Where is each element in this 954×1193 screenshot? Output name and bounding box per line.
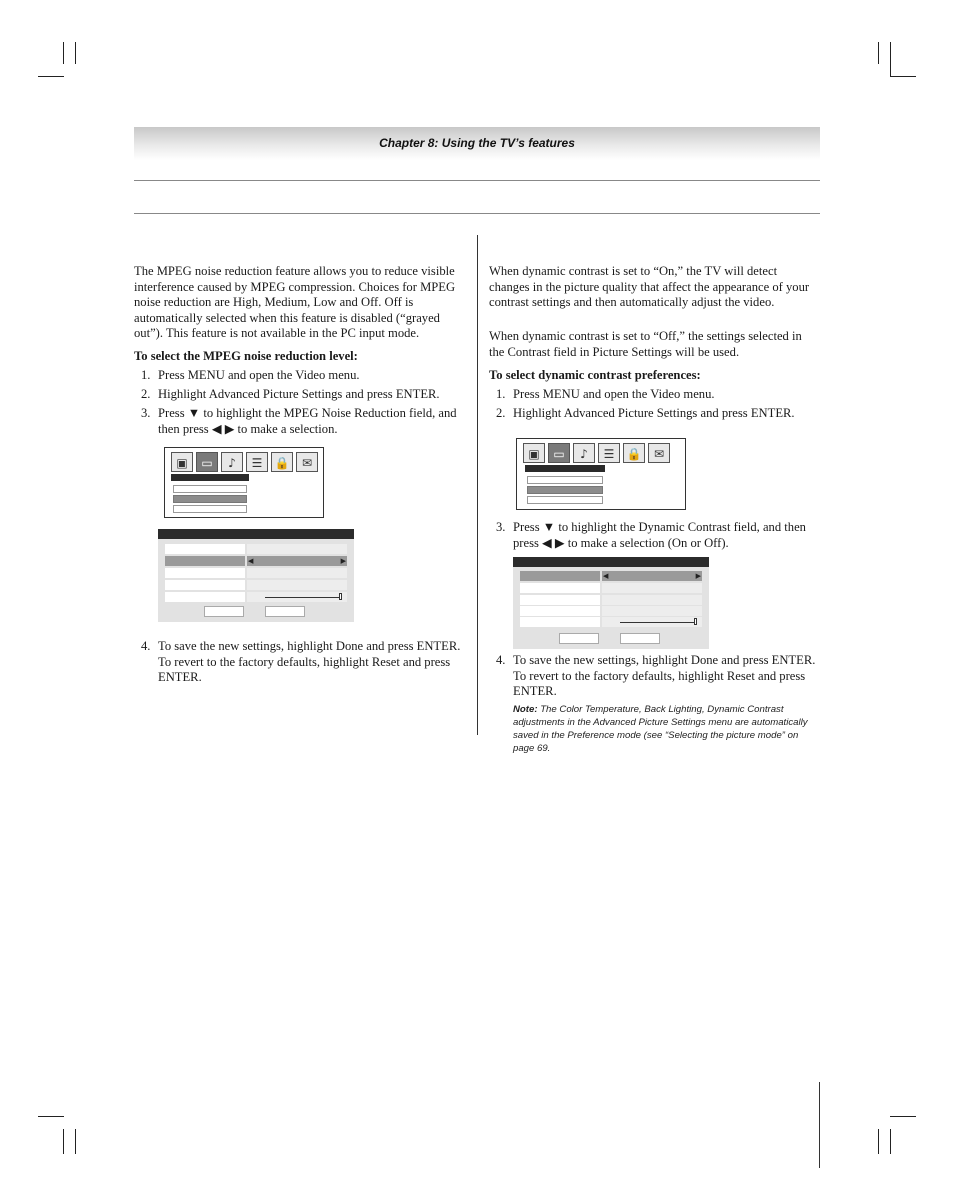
dynamic-contrast-procedure-heading: To select dynamic contrast preferences: [489, 368, 701, 382]
note-text: The Color Temperature, Back Lighting, Dynamic Contrast adjustments in the Advanced Picture Settings menu are automatically saved in the Preference mode (see “Selecting the picture mode” on page 69. [513, 704, 808, 754]
crop-mark [38, 76, 64, 77]
slider-track [265, 597, 341, 598]
setting-row-back-lighting [165, 592, 347, 602]
crop-mark [75, 1129, 76, 1154]
list-item: 2. Highlight Advanced Picture Settings and press ENTER. [496, 406, 795, 420]
crop-mark [890, 1129, 891, 1154]
dynamic-contrast-step-4 [489, 653, 819, 703]
submenu-row [527, 476, 603, 484]
list-item: 3. Press ▼ to highlight the Dynamic Contrast field, and then press ◀ ▶ to make a selection (On or Off). [496, 520, 806, 550]
setting-row [520, 595, 702, 605]
crop-mark [878, 42, 879, 64]
advanced-picture-settings-panel [513, 557, 709, 649]
crop-mark [890, 42, 891, 77]
crop-mark [75, 42, 76, 64]
setting-row [165, 568, 347, 578]
rule-bottom [134, 213, 820, 214]
list-item: 2. Highlight Advanced Picture Settings and press ENTER. [141, 387, 440, 401]
crop-mark [38, 1116, 64, 1117]
slider-knob [339, 593, 342, 600]
crop-mark [890, 76, 916, 77]
done-button-illustration [559, 633, 599, 644]
mpeg-step-4 [134, 639, 464, 689]
setting-row [165, 544, 347, 554]
crop-mark [878, 1129, 879, 1154]
dynamic-contrast-off-paragraph: When dynamic contrast is set to “Off,” the settings selected in the Contrast field in Picture Settings will be used. [489, 329, 802, 359]
lock-icon: 🔒 [623, 443, 645, 463]
dynamic-contrast-on-paragraph: When dynamic contrast is set to “On,” the TV will detect changes in the picture quality that affect the appearance of your contrast settings and then automatically adjust the video. [489, 264, 810, 309]
submenu-row [173, 485, 247, 493]
crop-mark [890, 1116, 916, 1117]
rule-top [134, 180, 820, 181]
mpeg-steps-1-3 [134, 368, 464, 441]
setup-icon: ▣ [171, 452, 193, 472]
video-icon: ▭ [196, 452, 218, 472]
list-item: 4. To save the new settings, highlight Done and press ENTER. To revert to the factory defaults, highlight Reset and press ENTER. [141, 639, 461, 684]
submenu-title-bar [171, 474, 249, 481]
submenu-title-bar [525, 465, 605, 472]
video-menu-illustration [164, 447, 324, 518]
reset-button-illustration [265, 606, 305, 617]
setting-row-back-lighting [520, 617, 702, 627]
submenu-row [527, 496, 603, 504]
slider-knob [694, 618, 697, 625]
mpeg-procedure-heading: To select the MPEG noise reduction level: [134, 349, 358, 363]
preferences-icon: ☰ [598, 443, 620, 463]
panel-title-bar [513, 557, 709, 567]
submenu-row-advanced-picture-settings [173, 495, 247, 503]
left-arrow-icon: ◀ [603, 572, 609, 580]
page-edge-rule [819, 1082, 820, 1168]
crop-mark [63, 1129, 64, 1154]
video-icon: ▭ [548, 443, 570, 463]
submenu-row [173, 505, 247, 513]
applications-icon: ✉ [296, 452, 318, 472]
preference-mode-note [513, 703, 809, 755]
dynamic-contrast-step-3 [489, 520, 819, 555]
left-arrow-icon: ◀ [248, 557, 254, 565]
reset-button-illustration [620, 633, 660, 644]
dynamic-contrast-steps-1-2 [489, 387, 819, 425]
setting-row-mpeg-noise-reduction [165, 556, 347, 566]
done-button-illustration [204, 606, 244, 617]
video-menu-illustration [516, 438, 686, 510]
setting-row-dynamic-contrast [520, 571, 702, 581]
setting-row [520, 583, 702, 593]
column-divider [477, 235, 478, 735]
lock-icon: 🔒 [271, 452, 293, 472]
setting-row [165, 580, 347, 590]
slider-track [620, 622, 696, 623]
list-item: 3. Press ▼ to highlight the MPEG Noise Reduction field, and then press ◀ ▶ to make a selection. [141, 406, 457, 436]
setting-row [520, 606, 702, 616]
advanced-picture-settings-panel [158, 529, 354, 622]
menu-icon-bar [523, 443, 670, 463]
mpeg-intro-paragraph: The MPEG noise reduction feature allows you to reduce visible interference caused by MPEG compression. Choices for MPEG noise reduction are High, Medium, Low and Off. Off is automatically selected when this feature is disabled (“grayed out”). This feature is not available in the PC input mode. [134, 264, 456, 340]
menu-icon-bar [171, 452, 318, 472]
chapter-header [134, 127, 820, 160]
audio-icon: ♪ [221, 452, 243, 472]
audio-icon: ♪ [573, 443, 595, 463]
list-item: 1. Press MENU and open the Video menu. [141, 368, 360, 382]
note-label: Note: [513, 704, 538, 715]
list-item: 4. To save the new settings, highlight Done and press ENTER. To revert to the factory defaults, highlight Reset and press ENTER. [496, 653, 816, 698]
setup-icon: ▣ [523, 443, 545, 463]
right-arrow-icon: ▶ [340, 557, 346, 565]
submenu-row-advanced-picture-settings [527, 486, 603, 494]
panel-title-bar [158, 529, 354, 539]
list-item: 1. Press MENU and open the Video menu. [496, 387, 715, 401]
preferences-icon: ☰ [246, 452, 268, 472]
right-arrow-icon: ▶ [695, 572, 701, 580]
applications-icon: ✉ [648, 443, 670, 463]
crop-mark [63, 42, 64, 64]
chapter-title: Chapter 8: Using the TV’s features [379, 136, 575, 150]
